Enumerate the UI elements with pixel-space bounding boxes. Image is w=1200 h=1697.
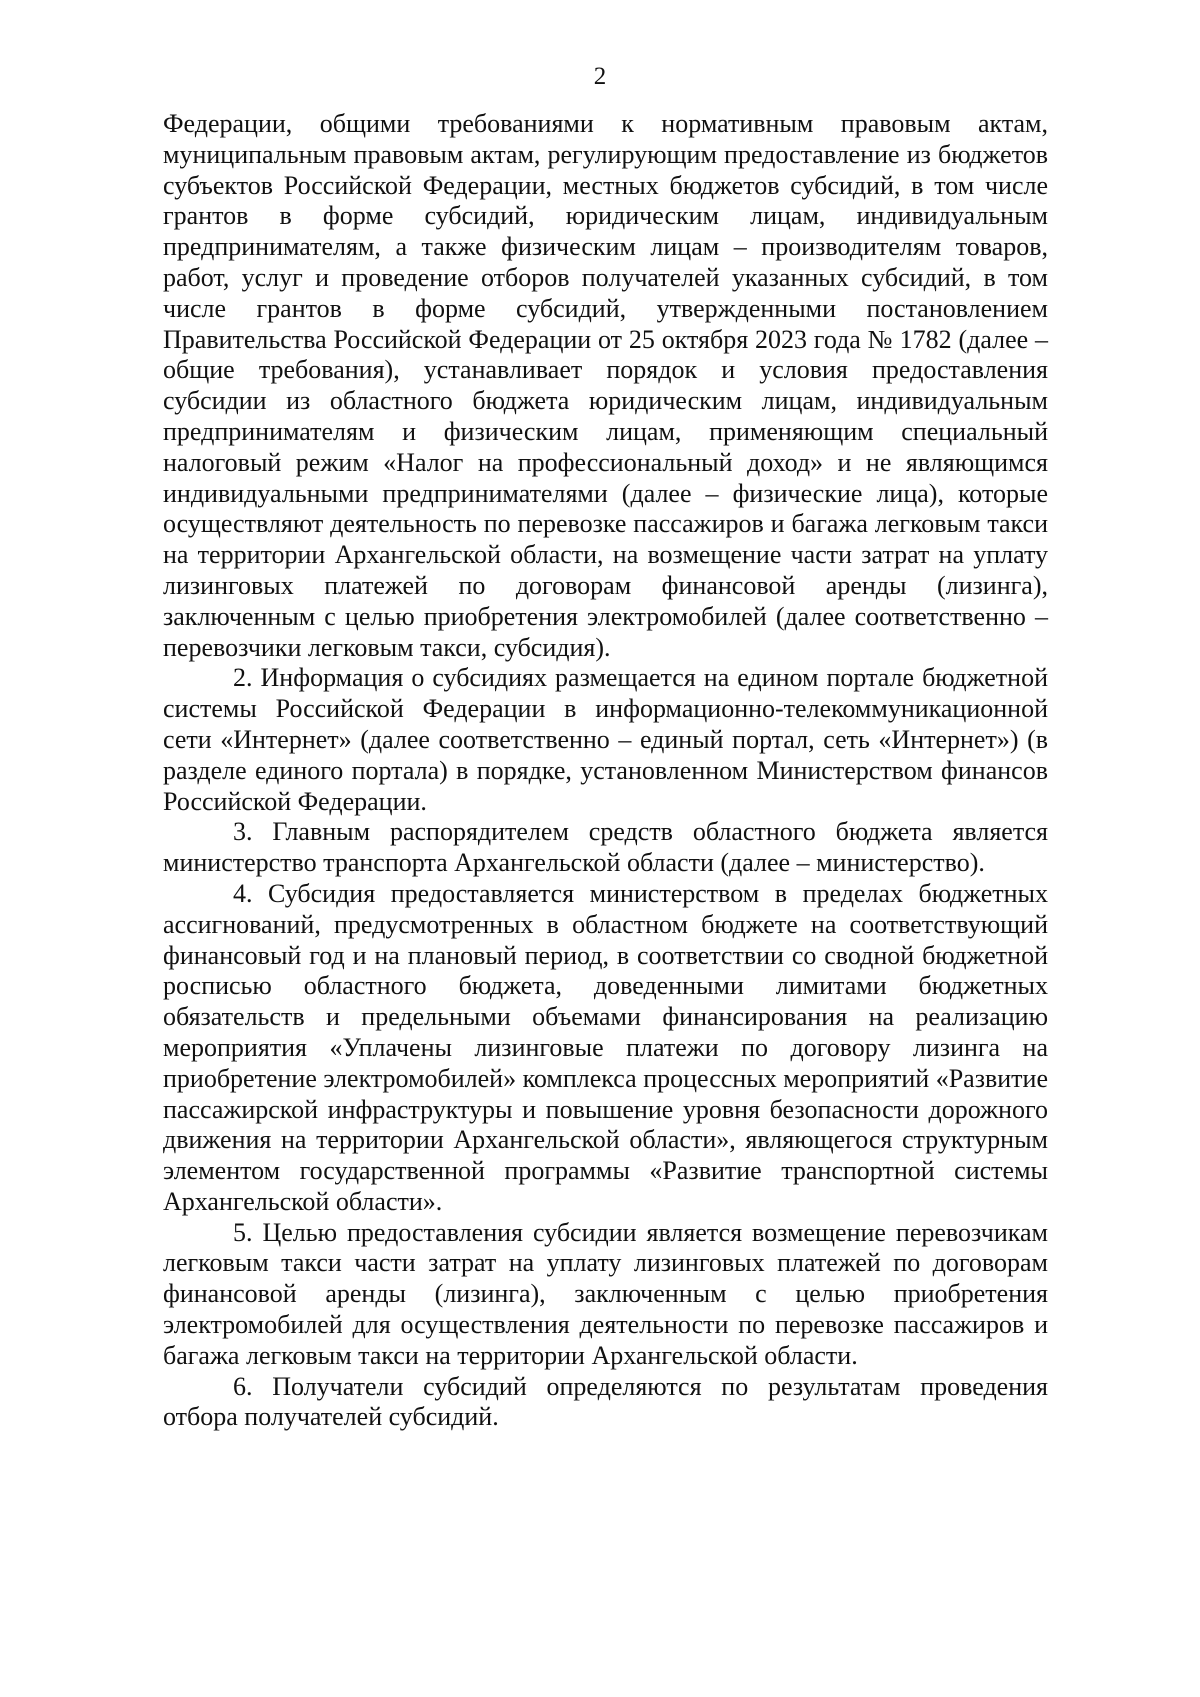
page-number: 2 <box>593 63 607 90</box>
paragraph-item-4: 4. Субсидия предоставляется министерством в пределах бюджетных ассигнований, предусмотренных в областном бюджете на соответствующий финансовый год и на плановый период, в соответствии со сводной бюджетной росписью областного бюджета, доведенными лимитами бюджетных обязательств и предельными объемами финансирования на реализацию мероприятия «Уплачены лизинговые платежи по договору лизинга на приобретение электромобилей» комплекса процессных мероприятий «Развитие пассажирской инфраструктуры и повышение уровня безопасности дорожного движения на территории Архангельской области», являющегося структурным элементом государственной программы «Развитие транспортной системы Архангельской области». <box>163 878 1048 1216</box>
paragraph-item-2: 2. Информация о субсидиях размещается на едином портале бюджетной системы Российской Федерации в информационно-телекоммуникационной сети «Интернет» (далее соответственно – единый портал, сеть «Интернет») (в разделе единого портала) в порядке, установленном Министерством финансов Российской Федерации. <box>163 663 1048 816</box>
paragraph-item-6: 6. Получатели субсидий определяются по результатам проведения отбора получателей субсидий. <box>163 1371 1048 1432</box>
paragraph-item-3: 3. Главным распорядителем средств областного бюджета является министерство транспорта Архангельской области (далее – министерство). <box>163 817 1048 878</box>
paragraph-item-5: 5. Целью предоставления субсидии является возмещение перевозчикам легковым такси части затрат на уплату лизинговых платежей по договорам финансовой аренды (лизинга), заключенным с целью приобретения электромобилей для осуществления деятельности по перевозке пассажиров и багажа легковым такси на территории Архангельской области. <box>163 1217 1048 1370</box>
document-body <box>163 109 1048 1433</box>
paragraph-continuation: Федерации, общими требованиями к нормативным правовым актам, муниципальным правовым актам, регулирующим предоставление из бюджетов субъектов Российской Федерации, местных бюджетов субсидий, в том числе грантов в форме субсидий, юридическим лицам, индивидуальным предпринимателям, а также физическим лицам – производителям товаров, работ, услуг и проведение отборов получателей указанных субсидий, в том числе грантов в форме субсидий, утвержденными постановлением Правительства Российской Федерации от 25 октября 2023 года № 1782 (далее – общие требования), устанавливает порядок и условия предоставления субсидии из областного бюджета юридическим лицам, индивидуальным предпринимателям и физическим лицам, применяющим специальный налоговый режим «Налог на профессиональный доход» и не являющимся индивидуальными предпринимателями (далее – физические лица), которые осуществляют деятельность по перевозке пассажиров и багажа легковым такси на территории Архангельской области, на возмещение части затрат на уплату лизинговых платежей по договорам финансовой аренды (лизинга), заключенным с целью приобретения электромобилей (далее соответственно – перевозчики легковым такси, субсидия). <box>163 109 1048 662</box>
